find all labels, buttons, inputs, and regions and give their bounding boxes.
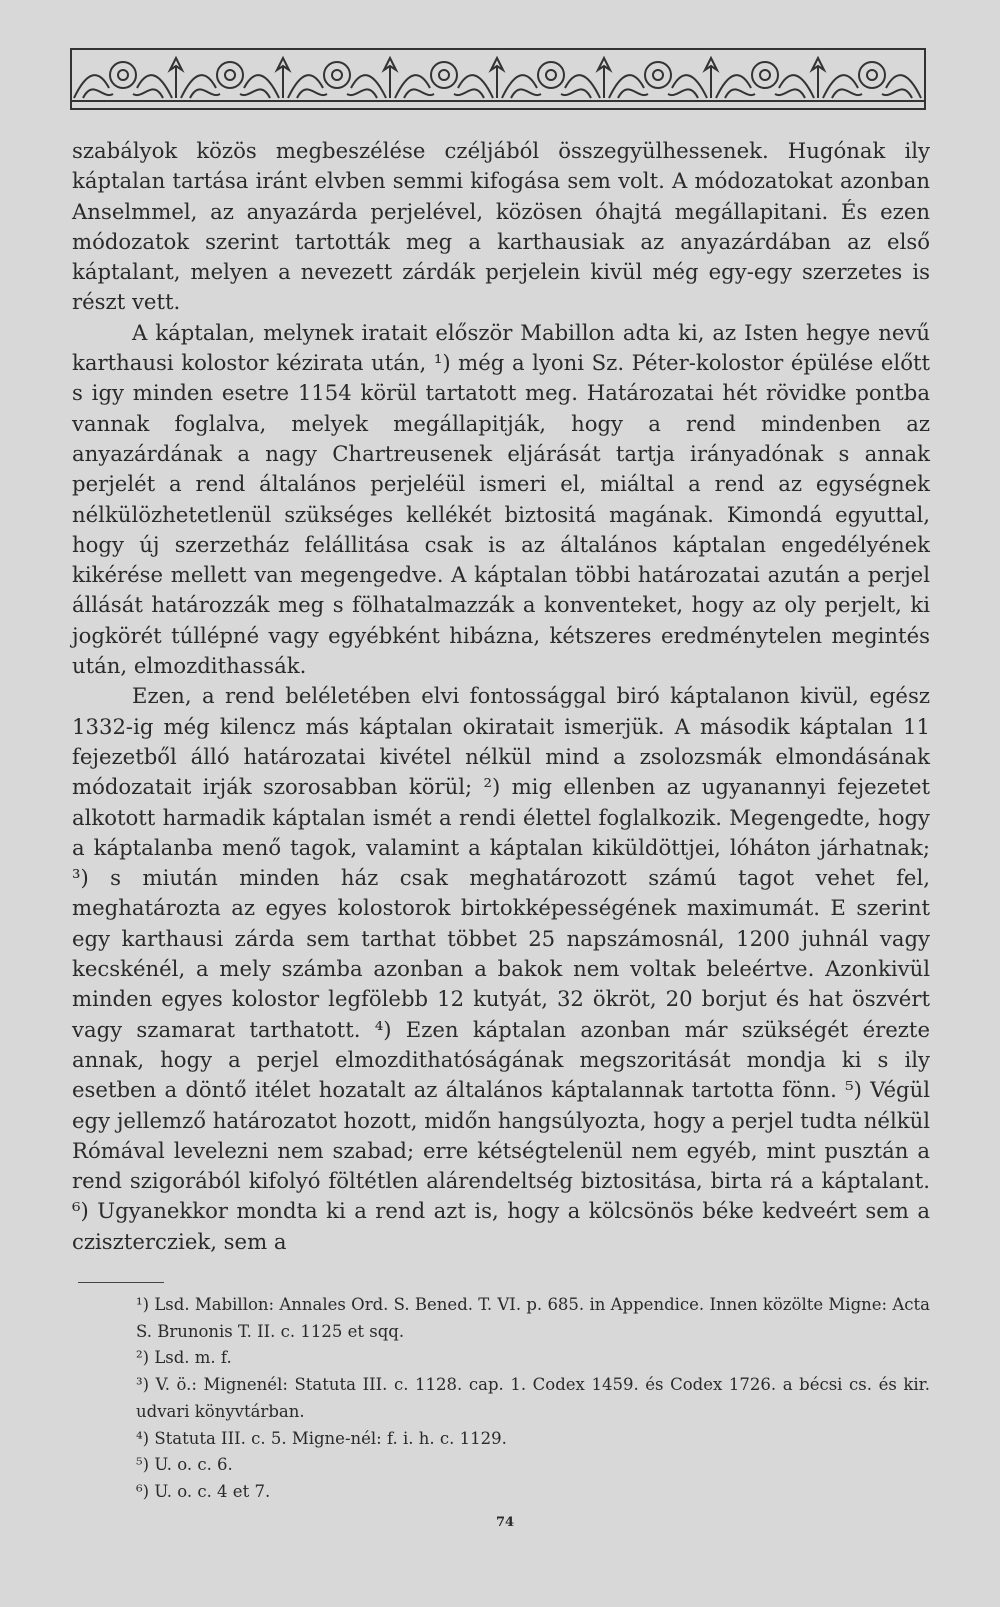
ornament-rosette	[859, 62, 885, 88]
ornament-rosette	[431, 62, 457, 88]
ornament-leaf	[502, 75, 600, 98]
footnote-text: U. o. c. 6.	[154, 1455, 233, 1475]
ornament-rosette-center	[546, 70, 556, 80]
footnote-text: Lsd. m. f.	[154, 1348, 232, 1368]
ornament-leaf	[823, 75, 921, 98]
footnote-number: ⁶)	[136, 1481, 150, 1501]
ornament-fleuron	[170, 58, 182, 98]
ornament-fleuron	[384, 58, 396, 98]
ornament-rosette-center	[867, 70, 877, 80]
ornament-rosette	[645, 62, 671, 88]
ornament-leaf	[395, 75, 493, 98]
ornament-rosette	[110, 62, 136, 88]
footnote-number: ³)	[136, 1375, 150, 1395]
footnote-number: ⁵)	[136, 1455, 150, 1475]
ornament-fleuron	[491, 58, 503, 98]
ornament-leaf	[609, 75, 707, 98]
page-number: 74	[495, 1515, 515, 1530]
footnote-text: Statuta III. c. 5. Migne-nél: f. i. h. c. 1129.	[154, 1428, 507, 1448]
ornament-fleuron	[705, 58, 717, 98]
ornament-rosette	[217, 62, 243, 88]
decorative-header-band	[70, 48, 926, 110]
ornament-rosette	[324, 62, 350, 88]
ornament-leaf	[181, 75, 279, 98]
footnote-separator	[78, 1282, 164, 1283]
footnote-text: V. ö.: Mignenél: Statuta III. c. 1128. cap. 1. Codex 1459. és Codex 1726. a bécsi cs. és kir. udvari könyvtárban.	[136, 1375, 930, 1421]
footnote	[80, 1452, 930, 1479]
paragraph: Ezen, a rend beléletében elvi fontossággal biró káptalanon kivül, egész 1332-ig még kilencz más káptalan okiratait ismerjük. A második káptalan 11 fejezetből álló határozatai kivétel nélkül mind a zsolozsmák elmondásának módozatait irják szorosabban körül; ²) mig ellenben az ugyanannyi fejezetet alkotott harmadik káptalan ismét a rendi élettel foglalkozik. Megengedte, hogy a káptalanba menő tagok, valamint a káptalan kiküldöttjei, lóháton járhatnak; ³) s miután minden ház csak meghatározott számú tagot vehet fel, meghatározta az egyes kolostorok birtokképességének maximumát. E szerint egy karthausi zárda sem tarthat többet 25 napszámosnál, 1200 juhnál vagy kecskénél, a mely számba azonban a bakok nem voltak beleértve. Azonkivül minden egyes kolostor legfölebb 12 kutyát, 32 ökröt, 20 borjut és hat öszvért vagy szamarat tarthatott. ⁴) Ezen káptalan azonban már szükségét érezte annak, hogy a perjel elmozdithatóságának megszoritását mondja ki s ily esetben a döntő itélet hozatalt az általános káptalannak tartotta fönn. ⁵) Végül egy jellemző határozatot hozott, midőn hangsúlyozta, hogy a perjel tudta nélkül Rómával levelezni nem szabad; erre kétségtelenül nem egyéb, mint pusztán a rend szigorából kifolyó föltétlen alárendeltség biztositása, birta rá a káptalant. ⁶) Ugyanekkor mondta ki a rend azt is, hogy a kölcsönös béke kedveért sem a czisztercziek, sem a	[72, 683, 930, 1254]
ornament-rosette-center	[118, 70, 128, 80]
ornament-rosette-center	[332, 70, 342, 80]
footnote	[80, 1426, 930, 1453]
ornament-rosette-center	[653, 70, 663, 80]
ornament-fleuron	[812, 58, 824, 98]
ornament-leaf	[716, 75, 814, 98]
footnote	[80, 1372, 930, 1425]
ornament-leaf	[288, 75, 386, 98]
footnote-text: Lsd. Mabillon: Annales Ord. S. Bened. T. VI. p. 685. in Appendice. Innen közölte Migne: Acta S. Brunonis T. II. c. 1125 et sqq.	[136, 1295, 930, 1341]
footnote-number: ²)	[136, 1348, 150, 1368]
footnote	[80, 1292, 930, 1345]
footnote-number: ⁴)	[136, 1428, 150, 1448]
ornament-leaf	[74, 75, 172, 98]
ornament-rosette-center	[760, 70, 770, 80]
ornament-rosette	[752, 62, 778, 88]
footnote-number: ¹)	[136, 1295, 150, 1314]
ornament-rosette	[538, 62, 564, 88]
main-text	[72, 136, 930, 1257]
footnotes	[80, 1292, 930, 1506]
paragraph: szabályok közös megbeszélése czéljából összegyülhessenek. Hugónak ily káptalan tartása iránt elvben semmi kifogása sem volt. A módozatokat azonban Anselmmel, az anyazárda perjelével, közösen óhajtá megállapitani. És ezen módozatok szerint tartották meg a karthausiak az anyazárdában az első káptalant, melyen a nevezett zárdák perjelein kivül még egy-egy szerzetes is részt vett.	[72, 138, 930, 315]
footnote-text: U. o. c. 4 et 7.	[154, 1481, 271, 1501]
ornament-rosette-center	[225, 70, 235, 80]
ornament-fleuron	[598, 58, 610, 98]
footnote	[80, 1345, 930, 1372]
ornament-fleuron	[277, 58, 289, 98]
paragraph: A káptalan, melynek iratait először Mabillon adta ki, az Isten hegye nevű karthausi kolostor kézirata után, ¹) még a lyoni Sz. Péter-kolostor épülése előtt s igy minden esetre 1154 körül tartatott meg. Határozatai hét rövidke pontba vannak foglalva, melyek megállapitják, hogy a rend mindenben az anyazárdának a nagy Chartreusenek eljárását tartja irányadónak s annak perjelét a rend általános perjeléül ismeri el, miáltal a rend az egységnek nélkülözhetetlenül szükséges kellékét biztositá magának. Kimondá egyuttal, hogy új szerzetház felállitása csak is az általános káptalan engedélyének kikérése mellett van megengedve. A káptalan többi határozatai azután a perjel állását határozzák meg s fölhatalmazzák a konventeket, hogy az oly perjelt, ki jogkörét túllépné vagy egyébként hibázna, kétszeres eredménytelen megintés után, elmozdithassák.	[72, 319, 930, 679]
footnote	[80, 1479, 930, 1506]
ornament-rosette-center	[439, 70, 449, 80]
